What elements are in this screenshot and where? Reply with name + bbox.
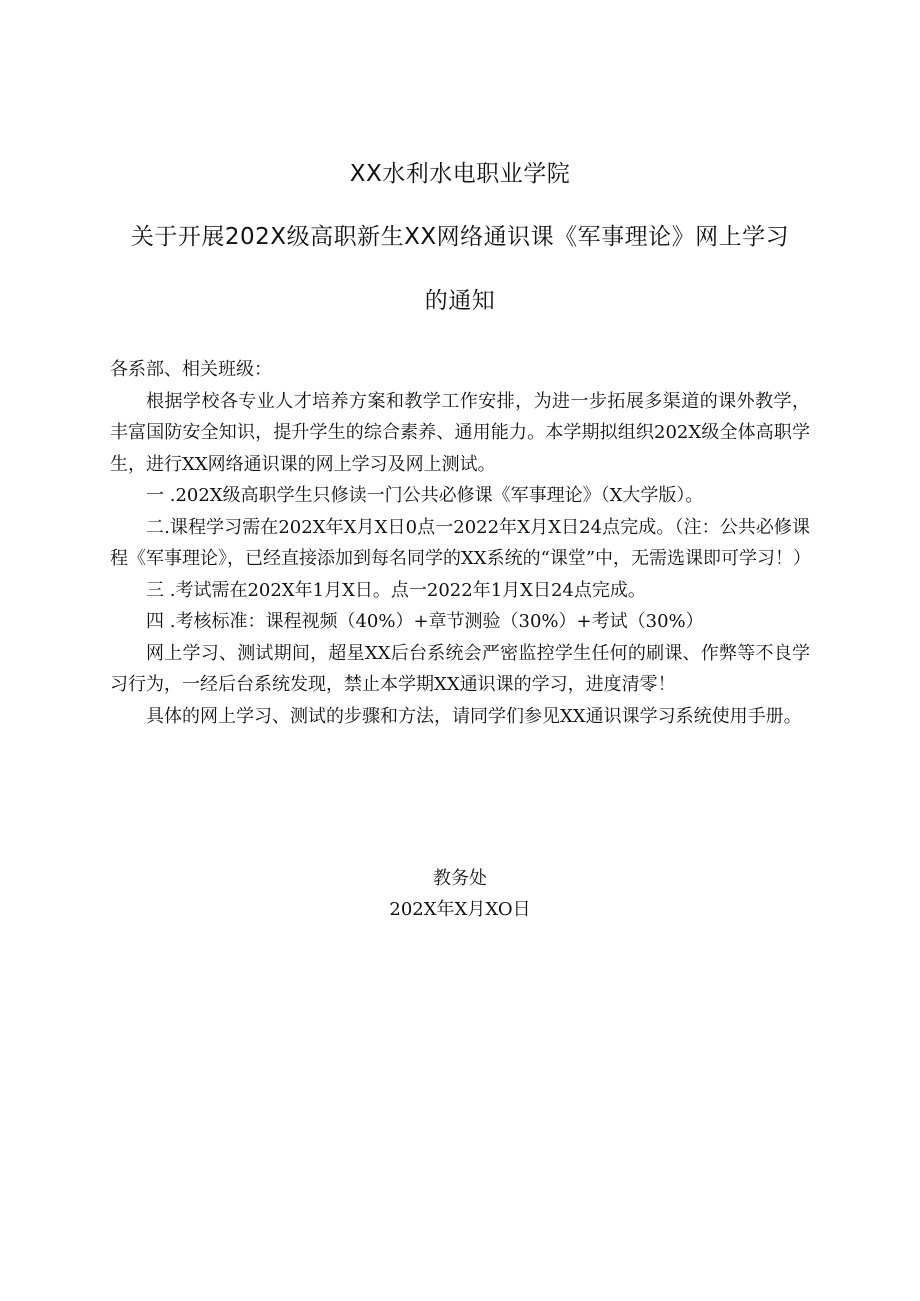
notice-item-4: 四 .考核标准：课程视频（40%）+章节测验（30%）+考试（30%） (146, 611, 704, 632)
salutation: 各系部、相关班级： (110, 359, 272, 380)
notice-item-3: 三 .考试需在202X年1月X日。点一2022年1月X日24点完成。 (146, 579, 646, 601)
signature-date: 202X年X月XO日 (389, 899, 531, 920)
paragraph-manual: 具体的网上学习、测试的步骤和方法，请同学们参见XX通识课学习系统使用手册。 (146, 705, 802, 727)
document-body (110, 354, 810, 732)
paragraph-intro: 根据学校各专业人才培养方案和教学工作安排，为进一步拓展多渠道的课外教学，丰富国防安全知识，提升学生的综合素养、通用能力。本学期拟组织202X级全体高职学生，进行XX网络通识课的网上学习及网上测试。 (110, 390, 810, 475)
document-title-line-2: 关于开展202X级高职新生XX网络通识课《军事理论》网上学习 (130, 224, 790, 250)
document-title-line-1: XX水利水电职业学院 (349, 161, 571, 187)
signature-office: 教务处 (433, 868, 487, 889)
paragraph-warning: 网上学习、测试期间，超星XX后台系统会严密监控学生任何的刷课、作弊等不良学习行为，一经后台系统发现，禁止本学期XX通识课的学习，进度清零！ (110, 642, 810, 695)
notice-item-1: 一 .202X级高职学生只修读一门公共必修课《军事理论》（X大学版）。 (146, 485, 704, 506)
notice-item-2: 二.课程学习需在202X年X月X日0点一2022年X月X日24点完成。（注：公共必修课程《军事理论》，已经直接添加到每名同学的XX系统的“课堂”中，无需选课即可学习！） (110, 516, 812, 569)
document-title-line-3: 的通知 (424, 288, 496, 314)
